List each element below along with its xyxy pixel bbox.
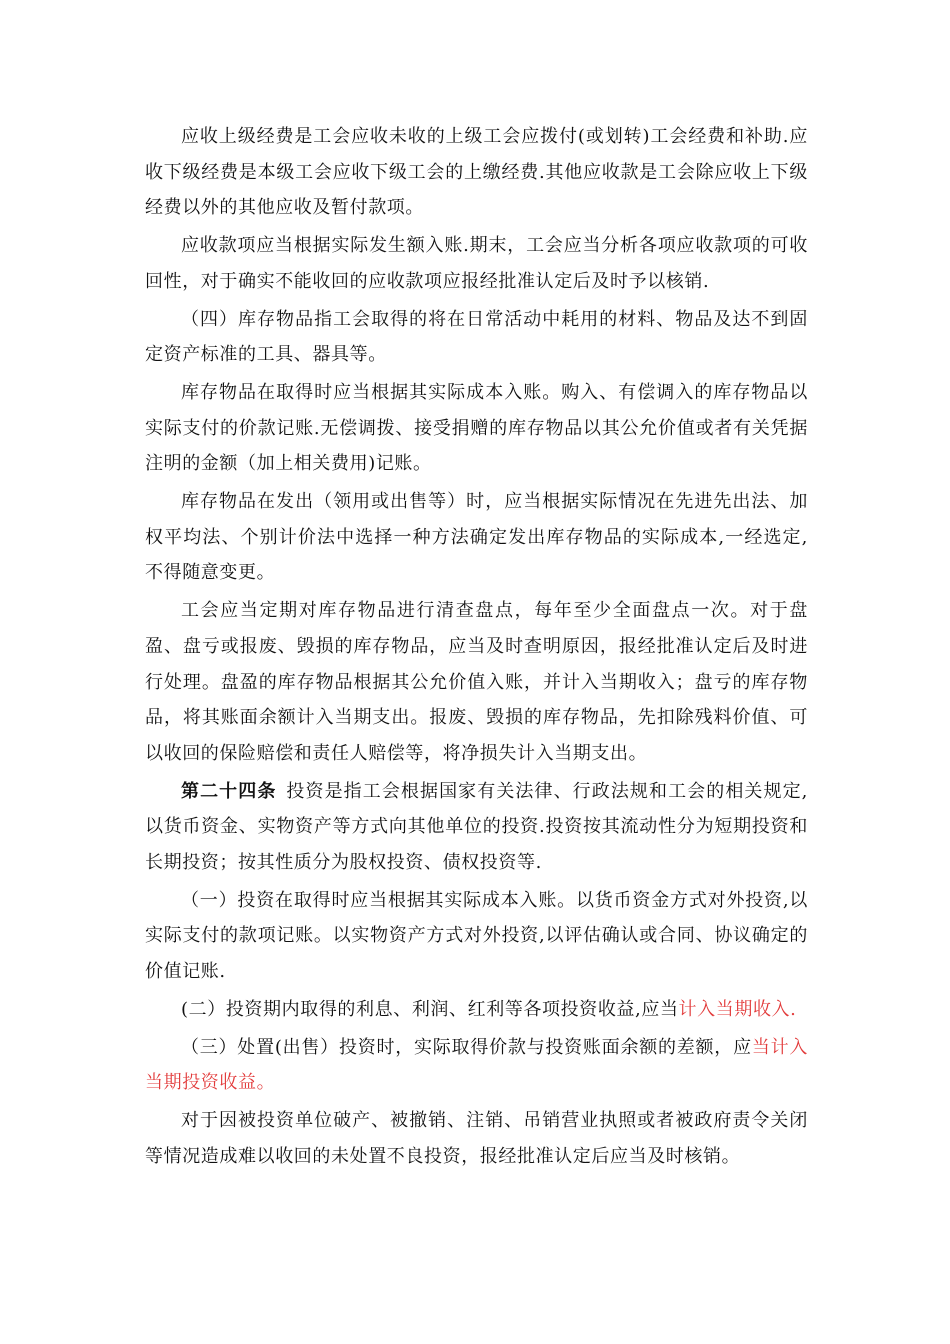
paragraph: [145, 302, 808, 373]
paragraph: [145, 1030, 808, 1101]
highlighted-text: 当计入当期投资收益。: [145, 1036, 808, 1094]
paragraph-text: （一）投资在取得时应当根据其实际成本入账。以货币资金方式对外投资,以实际支付的款项记账。以实物资产方式对外投资,以评估确认或合同、协议确定的价值记账.: [145, 889, 808, 983]
paragraph-text: （三）处置(出售）投资时，实际取得价款与投资账面余额的差额，应: [181, 1036, 752, 1058]
paragraph-text: 库存物品在取得时应当根据其实际成本入账。购入、有偿调入的库存物品以实际支付的价款记账.无偿调拨、接受捐赠的库存物品以其公允价值或者有关凭据注明的金额（加上相关费用)记账。: [145, 381, 808, 475]
article-paragraph: [145, 774, 808, 881]
paragraph: [145, 119, 808, 226]
paragraph-text: （四）库存物品指工会取得的将在日常活动中耗用的材料、物品及达不到固定资产标准的工具、器具等。: [145, 308, 808, 366]
paragraph-text: 投资是指工会根据国家有关法律、行政法规和工会的相关规定,以货币资金、实物资产等方式向其他单位的投资.投资按其流动性分为短期投资和长期投资；按其性质分为股权投资、债权投资等.: [145, 780, 808, 874]
paragraph-text: 对于因被投资单位破产、被撤销、注销、吊销营业执照或者被政府责令关闭等情况造成难以收回的未处置不良投资，报经批准认定后应当及时核销。: [145, 1109, 808, 1167]
document-body: [145, 119, 808, 1176]
paragraph: [145, 992, 808, 1028]
paragraph: [145, 1103, 808, 1174]
paragraph-text: 工会应当定期对库存物品进行清查盘点，每年至少全面盘点一次。对于盘盈、盘亏或报废、毁损的库存物品，应当及时查明原因，报经批准认定后及时进行处理。盘盈的库存物品根据其公允价值入账，并计入当期收入；盘亏的库存物品，将其账面余额计入当期支出。报废、毁损的库存物品，先扣除残料价值、可以收回的保险赔偿和责任人赔偿等，将净损失计入当期支出。: [145, 600, 808, 764]
paragraph: [145, 228, 808, 299]
paragraph: [145, 375, 808, 482]
paragraph-text: 应收款项应当根据实际发生额入账.期末，工会应当分析各项应收款项的可收回性，对于确实不能收回的应收款项应报经批准认定后及时予以核销.: [145, 235, 808, 292]
paragraph-text: (二）投资期内取得的利息、利润、红利等各项投资收益,应当: [181, 998, 679, 1020]
paragraph: [145, 593, 808, 772]
paragraph: [145, 484, 808, 591]
highlighted-text: 计入当期收入.: [678, 998, 797, 1020]
article-number: 第二十四条: [181, 780, 277, 802]
paragraph-text: 应收上级经费是工会应收未收的上级工会应拨付(或划转)工会经费和补助.应收下级经费是本级工会应收下级工会的上缴经费.其他应收款是工会除应收上下级经费以外的其他应收及暂付款项。: [145, 126, 808, 219]
paragraph-text: 库存物品在发出（领用或出售等）时，应当根据实际情况在先进先出法、加权平均法、个别计价法中选择一种方法确定发出库存物品的实际成本,一经选定,不得随意变更。: [145, 491, 808, 584]
paragraph: [145, 883, 808, 990]
